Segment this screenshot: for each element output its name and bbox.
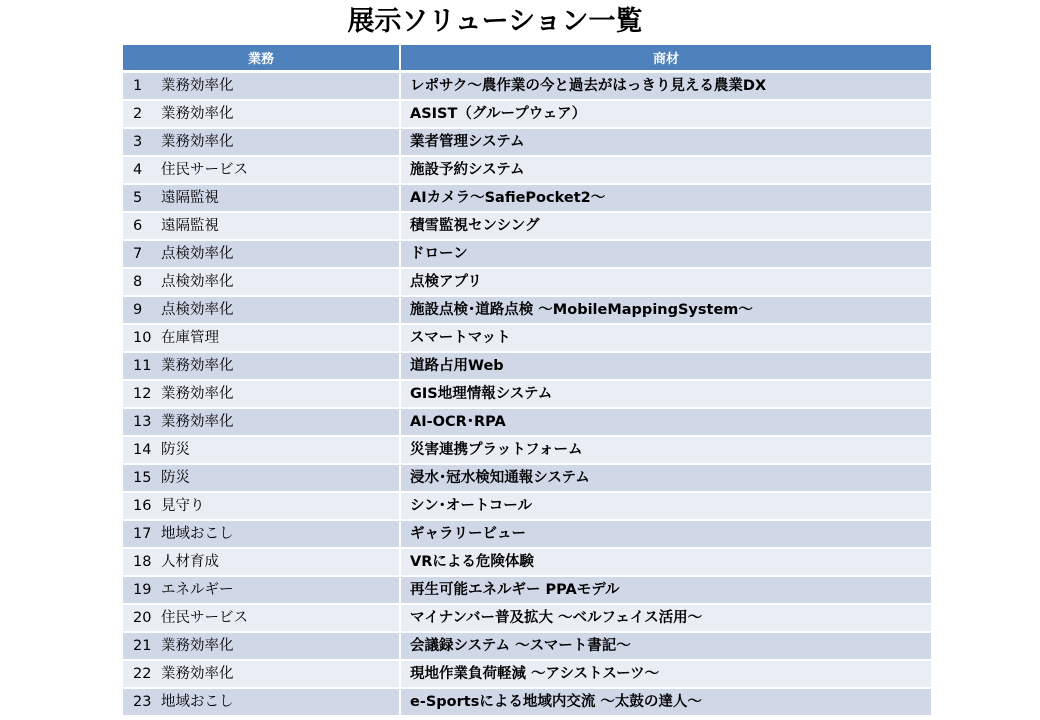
cell-shozai: 業者管理システム: [400, 128, 931, 156]
table-row: [123, 660, 931, 688]
gyomu-text: 点検効率化: [161, 246, 234, 262]
cell-shozai: 現地作業負荷軽減 ～アシストスーツ～: [400, 660, 931, 688]
table-row: [123, 436, 931, 464]
cell-gyomu: [123, 352, 400, 380]
gyomu-text: 業務効率化: [161, 78, 234, 94]
row-number: 9: [133, 302, 143, 318]
cell-gyomu: [123, 688, 400, 716]
cell-gyomu: [123, 212, 400, 240]
row-number: 21: [133, 638, 152, 654]
cell-shozai: 道路占用Web: [400, 352, 931, 380]
cell-shozai: AI-OCR･RPA: [400, 408, 931, 436]
gyomu-text: 人材育成: [161, 554, 219, 570]
cell-gyomu: [123, 464, 400, 492]
gyomu-text: 業務効率化: [161, 666, 234, 682]
row-number: 16: [133, 498, 152, 514]
cell-gyomu: [123, 268, 400, 296]
cell-gyomu: [123, 548, 400, 576]
cell-shozai: 浸水･冠水検知通報システム: [400, 464, 931, 492]
cell-shozai: 会議録システム ～スマート書記～: [400, 632, 931, 660]
gyomu-text: 住民サービス: [161, 162, 248, 178]
cell-shozai: AIカメラ～SafiePocket2～: [400, 184, 931, 212]
table-row: [123, 128, 931, 156]
solution-table: [123, 45, 931, 717]
header-shozai: 商材: [400, 45, 931, 72]
gyomu-text: 防災: [161, 442, 190, 458]
gyomu-text: 住民サービス: [161, 610, 248, 626]
row-number: 1: [133, 78, 143, 94]
gyomu-text: 点検効率化: [161, 302, 234, 318]
row-number: 23: [133, 694, 152, 710]
cell-shozai: 点検アプリ: [400, 268, 931, 296]
cell-gyomu: [123, 408, 400, 436]
row-number: 14: [133, 442, 152, 458]
cell-shozai: ASIST（グループウェア）: [400, 100, 931, 128]
cell-shozai: マイナンバー普及拡大 ～ベルフェイス活用～: [400, 604, 931, 632]
table-row: [123, 268, 931, 296]
cell-gyomu: [123, 156, 400, 184]
cell-gyomu: [123, 184, 400, 212]
row-number: 17: [133, 526, 152, 542]
table-row: [123, 492, 931, 520]
table-row: [123, 184, 931, 212]
row-number: 18: [133, 554, 152, 570]
row-number: 20: [133, 610, 152, 626]
table-row: [123, 464, 931, 492]
row-number: 8: [133, 274, 143, 290]
table-row: [123, 324, 931, 352]
cell-gyomu: [123, 436, 400, 464]
gyomu-text: 業務効率化: [161, 414, 234, 430]
cell-gyomu: [123, 128, 400, 156]
cell-shozai: VRによる危険体験: [400, 548, 931, 576]
cell-gyomu: [123, 100, 400, 128]
cell-shozai: e-Sportsによる地域内交流 ～太鼓の達人～: [400, 688, 931, 716]
table-row: [123, 352, 931, 380]
row-number: 2: [133, 106, 143, 122]
row-number: 6: [133, 218, 143, 234]
row-number: 13: [133, 414, 152, 430]
cell-gyomu: [123, 240, 400, 268]
row-number: 12: [133, 386, 152, 402]
gyomu-text: 業務効率化: [161, 106, 234, 122]
cell-shozai: ギャラリービュー: [400, 520, 931, 548]
cell-gyomu: [123, 324, 400, 352]
cell-gyomu: [123, 492, 400, 520]
header-gyomu: 業務: [123, 45, 400, 72]
cell-shozai: ドローン: [400, 240, 931, 268]
table-row: [123, 576, 931, 604]
row-number: 7: [133, 246, 143, 262]
cell-gyomu: [123, 632, 400, 660]
table-row: [123, 688, 931, 716]
table-row: [123, 408, 931, 436]
table-header-row: [123, 45, 931, 72]
cell-shozai: GIS地理情報システム: [400, 380, 931, 408]
cell-gyomu: [123, 72, 400, 101]
table-row: [123, 100, 931, 128]
table-row: [123, 604, 931, 632]
cell-shozai: 再生可能エネルギー PPAモデル: [400, 576, 931, 604]
row-number: 3: [133, 134, 143, 150]
gyomu-text: 地域おこし: [161, 526, 234, 542]
table-row: [123, 632, 931, 660]
row-number: 22: [133, 666, 152, 682]
table-row: [123, 380, 931, 408]
cell-shozai: シン･オートコール: [400, 492, 931, 520]
cell-gyomu: [123, 380, 400, 408]
gyomu-text: 遠隔監視: [161, 190, 219, 206]
table-row: [123, 296, 931, 324]
gyomu-text: 在庫管理: [161, 330, 219, 346]
gyomu-text: 防災: [161, 470, 190, 486]
gyomu-text: 遠隔監視: [161, 218, 219, 234]
cell-shozai: 施設点検･道路点検 ～MobileMappingSystem～: [400, 296, 931, 324]
cell-shozai: レポサク～農作業の今と過去がはっきり見える農業DX: [400, 72, 931, 101]
row-number: 5: [133, 190, 143, 206]
gyomu-text: 業務効率化: [161, 134, 234, 150]
cell-gyomu: [123, 660, 400, 688]
cell-shozai: 施設予約システム: [400, 156, 931, 184]
cell-gyomu: [123, 520, 400, 548]
cell-shozai: 災害連携プラットフォーム: [400, 436, 931, 464]
gyomu-text: 業務効率化: [161, 638, 234, 654]
gyomu-text: 地域おこし: [161, 694, 234, 710]
row-number: 10: [133, 330, 152, 346]
cell-shozai: 積雪監視センシング: [400, 212, 931, 240]
table-row: [123, 520, 931, 548]
row-number: 11: [133, 358, 152, 374]
row-number: 19: [133, 582, 152, 598]
gyomu-text: エネルギー: [161, 582, 234, 598]
table-row: [123, 72, 931, 101]
table-row: [123, 156, 931, 184]
cell-gyomu: [123, 604, 400, 632]
gyomu-text: 点検効率化: [161, 274, 234, 290]
table-row: [123, 548, 931, 576]
row-number: 15: [133, 470, 152, 486]
row-number: 4: [133, 162, 143, 178]
table-row: [123, 212, 931, 240]
cell-gyomu: [123, 296, 400, 324]
gyomu-text: 見守り: [161, 498, 205, 514]
gyomu-text: 業務効率化: [161, 358, 234, 374]
page-title: 展示ソリューション一覧: [347, 6, 643, 37]
gyomu-text: 業務効率化: [161, 386, 234, 402]
cell-gyomu: [123, 576, 400, 604]
cell-shozai: スマートマット: [400, 324, 931, 352]
table-row: [123, 240, 931, 268]
